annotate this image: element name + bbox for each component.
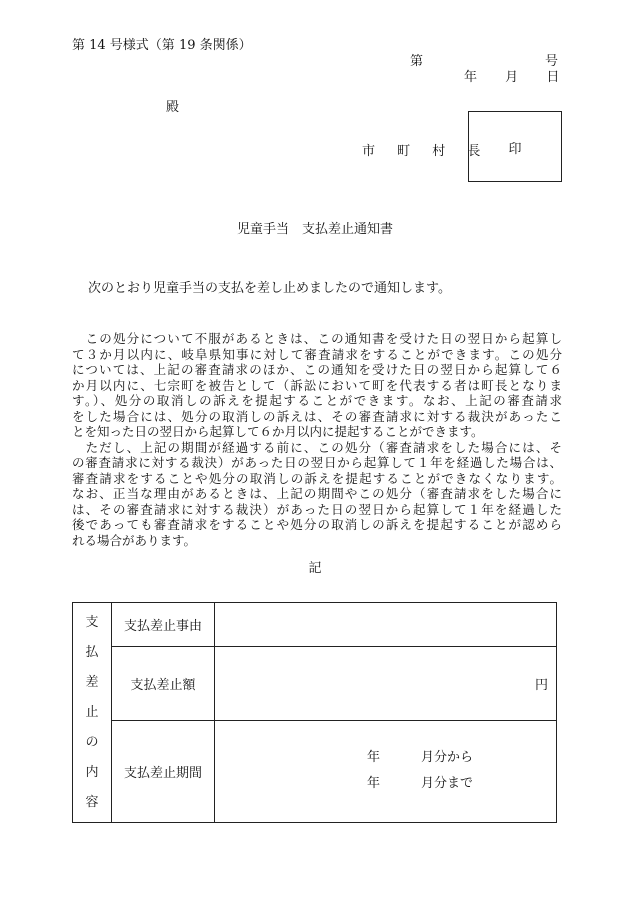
notice-line: 審査請求をすることや処分の取消しの訴えを提起することができなくなります。 bbox=[72, 470, 562, 486]
appeal-notice bbox=[72, 331, 562, 548]
notice-line: 後であっても審査請求をすることや処分の取消しの訴えを提起することが認めら bbox=[72, 517, 562, 532]
period-from: 年 月分から bbox=[367, 749, 474, 765]
amount-unit: 円 bbox=[534, 678, 548, 693]
amount-label: 支払差止額 bbox=[112, 647, 215, 721]
date-year: 年 bbox=[464, 70, 478, 85]
document-title: 児童手当 支払差止通知書 bbox=[236, 222, 393, 237]
number-prefix: 第 bbox=[410, 54, 424, 69]
table-side-label: 支 払 差 止 の 内 容 bbox=[73, 603, 112, 823]
seal-box bbox=[468, 111, 562, 182]
issuer-mayor: 市 町 村 長 bbox=[362, 144, 490, 159]
reason-field[interactable] bbox=[215, 603, 557, 647]
form-number-label: 第 14 号様式（第 19 条関係） bbox=[72, 38, 252, 53]
date-day: 日 bbox=[546, 70, 560, 85]
notice-line: か月以内に、七宗町を被告として（訴訟において町を代表する者は町長となりま bbox=[72, 377, 562, 393]
number-suffix: 号 bbox=[544, 54, 558, 69]
notice-line: なお、正当な理由があるときは、上記の期間やこの処分（審査請求をした場合に bbox=[72, 486, 562, 501]
notice-line: れる場合があります。 bbox=[72, 532, 197, 548]
reason-label: 支払差止事由 bbox=[112, 603, 215, 647]
period-field[interactable] bbox=[215, 721, 557, 823]
notice-line: は、その審査請求に対する裁決）があった日の翌日から起算して１年を経過した bbox=[72, 501, 562, 517]
notice-line: については、上記の審査請求のほか、この通知を受けた日の翌日から起算して６ bbox=[72, 362, 562, 377]
period-label: 支払差止期間 bbox=[112, 721, 215, 823]
suspension-details-table bbox=[72, 602, 557, 823]
notice-line: て３か月以内に、岐阜県知事に対して審査請求をすることができます。この処分 bbox=[72, 346, 562, 362]
amount-field[interactable] bbox=[215, 647, 557, 721]
date-line bbox=[464, 66, 559, 85]
notice-line: ただし、上記の期間が経過する前に、この処分（審査請求をした場合には、そ bbox=[72, 439, 562, 455]
notice-line: の審査請求に対する裁決）があった日の翌日から起算して１年を経過した場合は、 bbox=[72, 455, 562, 470]
seal-label: 印 bbox=[508, 142, 522, 157]
addressee-honorific: 殿 bbox=[166, 100, 180, 115]
record-heading: 記 bbox=[308, 561, 322, 576]
notice-line: をした場合には、処分の取消しの訴えは、その審査請求に対する裁決があったこ bbox=[72, 408, 562, 424]
intro-sentence: 次のとおり児童手当の支払を差し止めましたので通知します。 bbox=[88, 281, 451, 296]
date-month: 月 bbox=[505, 70, 519, 85]
notice-line: とを知った日の翌日から起算して６か月以内に提起することができます。 bbox=[72, 424, 484, 439]
period-to: 年 月分まで bbox=[367, 775, 474, 791]
notice-line: す。）、処分の取消しの訴えを提起することができます。なお、上記の審査請求 bbox=[72, 393, 562, 408]
notice-line: この処分について不服があるときは、この通知書を受けた日の翌日から起算し bbox=[72, 331, 562, 346]
